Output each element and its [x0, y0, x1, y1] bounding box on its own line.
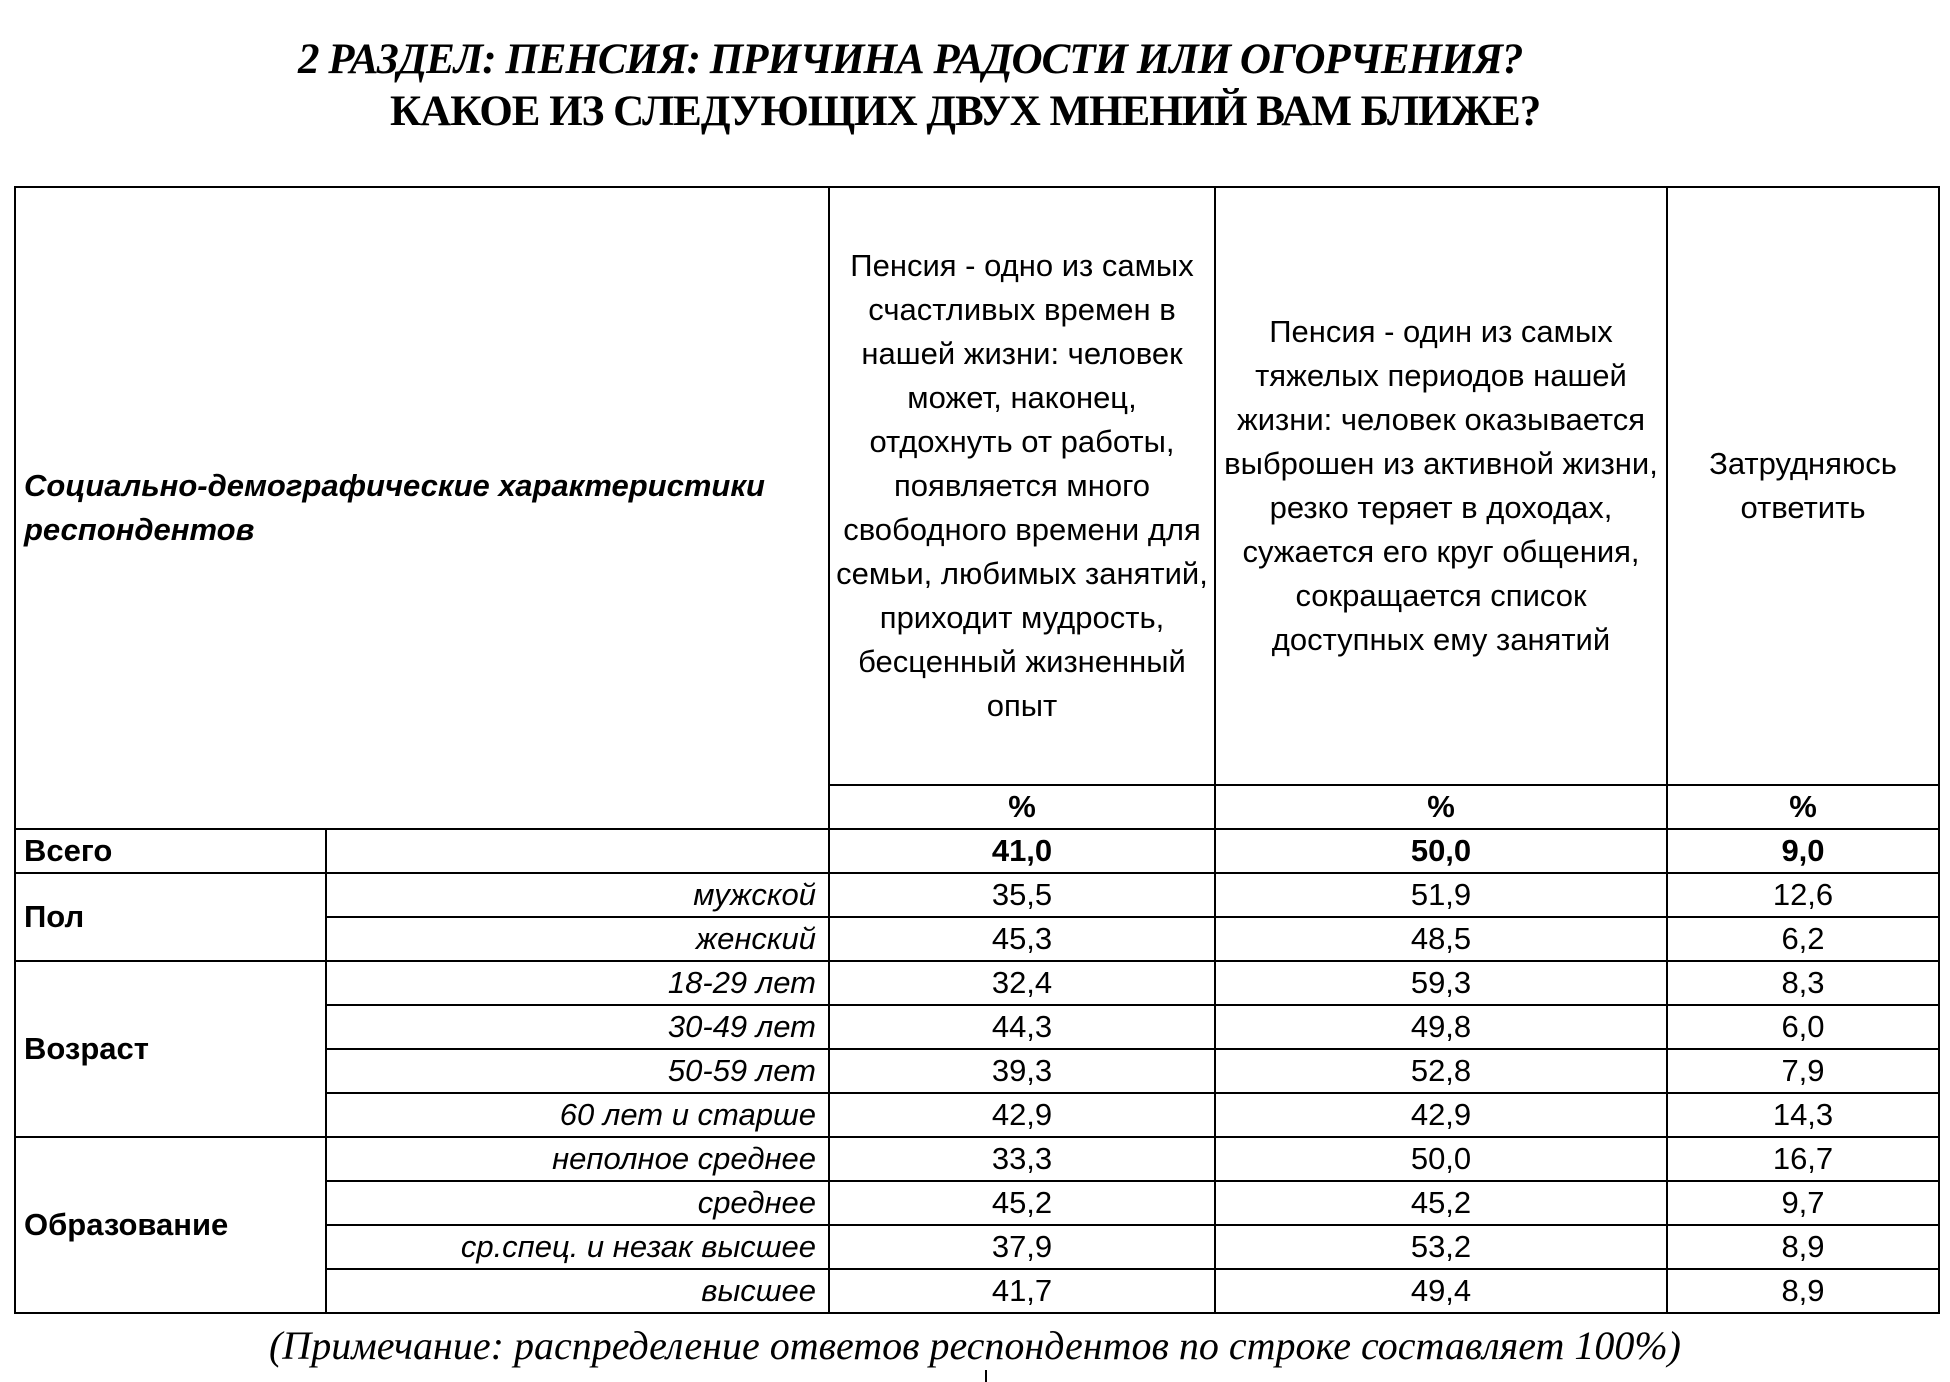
row-value: 59,3	[1215, 961, 1667, 1005]
characteristics-header: Социально-демографические характеристики респондентов	[15, 187, 829, 829]
row-value: 45,2	[1215, 1181, 1667, 1225]
table-row	[15, 961, 1939, 1005]
group-label: Пол	[15, 873, 326, 961]
row-value: 50,0	[1215, 1137, 1667, 1181]
total-empty-cell	[326, 829, 829, 873]
row-value: 6,2	[1667, 917, 1939, 961]
row-value: 32,4	[829, 961, 1215, 1005]
row-value: 53,2	[1215, 1225, 1667, 1269]
row-label: 50-59 лет	[326, 1049, 829, 1093]
row-value: 7,9	[1667, 1049, 1939, 1093]
row-value: 6,0	[1667, 1005, 1939, 1049]
total-row	[15, 829, 1939, 873]
total-value: 9,0	[1667, 829, 1939, 873]
row-value: 41,7	[829, 1269, 1215, 1313]
row-value: 45,2	[829, 1181, 1215, 1225]
row-label: неполное среднее	[326, 1137, 829, 1181]
row-value: 42,9	[829, 1093, 1215, 1137]
header-row	[15, 187, 1939, 785]
total-value: 41,0	[829, 829, 1215, 873]
row-value: 49,4	[1215, 1269, 1667, 1313]
row-label: высшее	[326, 1269, 829, 1313]
total-label: Всего	[15, 829, 326, 873]
row-value: 8,3	[1667, 961, 1939, 1005]
row-value: 39,3	[829, 1049, 1215, 1093]
total-value: 50,0	[1215, 829, 1667, 873]
row-value: 16,7	[1667, 1137, 1939, 1181]
row-value: 51,9	[1215, 873, 1667, 917]
row-value: 35,5	[829, 873, 1215, 917]
unit-label: %	[1667, 785, 1939, 829]
row-value: 8,9	[1667, 1269, 1939, 1313]
unit-label: %	[829, 785, 1215, 829]
survey-table	[14, 186, 1940, 1314]
row-value: 52,8	[1215, 1049, 1667, 1093]
row-value: 44,3	[829, 1005, 1215, 1049]
row-label: 18-29 лет	[326, 961, 829, 1005]
row-label: 60 лет и старше	[326, 1093, 829, 1137]
page-subtitle: КАКОЕ ИЗ СЛЕДУЮЩИХ ДВУХ МНЕНИЙ ВАМ БЛИЖЕ?	[390, 88, 1541, 135]
table-note: (Примечание: распределение ответов респондентов по строке составляет 100%)	[268, 1323, 1681, 1368]
unit-label: %	[1215, 785, 1667, 829]
table-row	[15, 873, 1939, 917]
row-value: 48,5	[1215, 917, 1667, 961]
row-label: женский	[326, 917, 829, 961]
column-header-hard: Пенсия - один из самых тяжелых периодов нашей жизни: человек оказывается выброшен из активной жизни, резко теряет в доходах, сужается его круг общения, сокращается список доступных ему занятий	[1215, 187, 1667, 785]
row-value: 9,7	[1667, 1181, 1939, 1225]
row-label: 30-49 лет	[326, 1005, 829, 1049]
page-mark	[985, 1370, 987, 1382]
group-label: Образование	[15, 1137, 326, 1313]
row-value: 42,9	[1215, 1093, 1667, 1137]
row-value: 45,3	[829, 917, 1215, 961]
group-label: Возраст	[15, 961, 326, 1137]
page-title: 2 РАЗДЕЛ: ПЕНСИЯ: ПРИЧИНА РАДОСТИ ИЛИ ОГОРЧЕНИЯ?	[298, 36, 1523, 83]
column-header-happy: Пенсия - одно из самых счастливых времен в нашей жизни: человек может, наконец, отдохнуть от работы, появляется много свободного времени для семьи, любимых занятий, приходит мудрость, бесценный жизненный опыт	[829, 187, 1215, 785]
row-label: мужской	[326, 873, 829, 917]
column-header-undecided: Затрудняюсь ответить	[1667, 187, 1939, 785]
row-label: ср.спец. и незак высшее	[326, 1225, 829, 1269]
row-value: 33,3	[829, 1137, 1215, 1181]
row-value: 49,8	[1215, 1005, 1667, 1049]
row-value: 14,3	[1667, 1093, 1939, 1137]
table-row	[15, 1137, 1939, 1181]
row-value: 37,9	[829, 1225, 1215, 1269]
row-value: 8,9	[1667, 1225, 1939, 1269]
row-label: среднее	[326, 1181, 829, 1225]
row-value: 12,6	[1667, 873, 1939, 917]
